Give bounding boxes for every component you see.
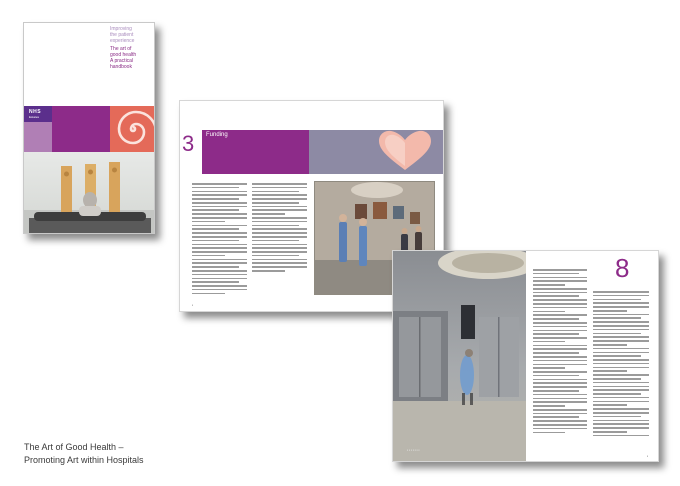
chapter-number-8: 8: [615, 253, 630, 283]
cover-subtitle-line2: the patient: [110, 32, 134, 38]
cover-title-line2: good health: [110, 52, 137, 58]
cover-title-line1: The art of: [110, 46, 132, 52]
cover-photo-gallery-visitor: [24, 152, 155, 234]
cover-title-block: [110, 26, 154, 70]
nhs-logo-subtext: Estates: [29, 115, 40, 119]
body-text-column-1: [192, 183, 247, 296]
spiral-artwork: [110, 106, 155, 152]
cover-title-line4: handbook: [110, 64, 132, 70]
heart-artwork-panel: [309, 130, 444, 174]
chapter-title-funding: Funding: [206, 132, 228, 138]
body-text-column-4: [593, 291, 649, 438]
figure-caption: [24, 441, 144, 467]
purple-block: [52, 106, 110, 152]
page-marker-8: ▪: [647, 454, 649, 458]
lift-lobby-photo: [393, 251, 526, 462]
caption-line1: The Art of Good Health –: [24, 442, 124, 452]
body-text-column-3: [533, 269, 587, 435]
cover-subtitle-line3: experience: [110, 38, 135, 44]
nhs-logo: NHS: [29, 109, 42, 115]
caption-line2: Promoting Art within Hospitals: [24, 455, 144, 465]
cover-colour-band: [24, 106, 155, 152]
cover-title-line3: A practical: [110, 58, 134, 64]
nhs-logo-block: [24, 106, 52, 122]
handbook-cover: [23, 22, 155, 234]
chapter-number-3: 3: [182, 131, 195, 156]
photo-caption-marker: ▪ ▪ ▪ ▪ ▪ ▪ ▪: [407, 448, 420, 452]
body-text-column-2: [252, 183, 307, 274]
spread-chapter-8: [392, 250, 659, 462]
cover-subtitle-line1: Improving: [110, 26, 132, 32]
page-marker-left: ▪: [192, 303, 194, 307]
